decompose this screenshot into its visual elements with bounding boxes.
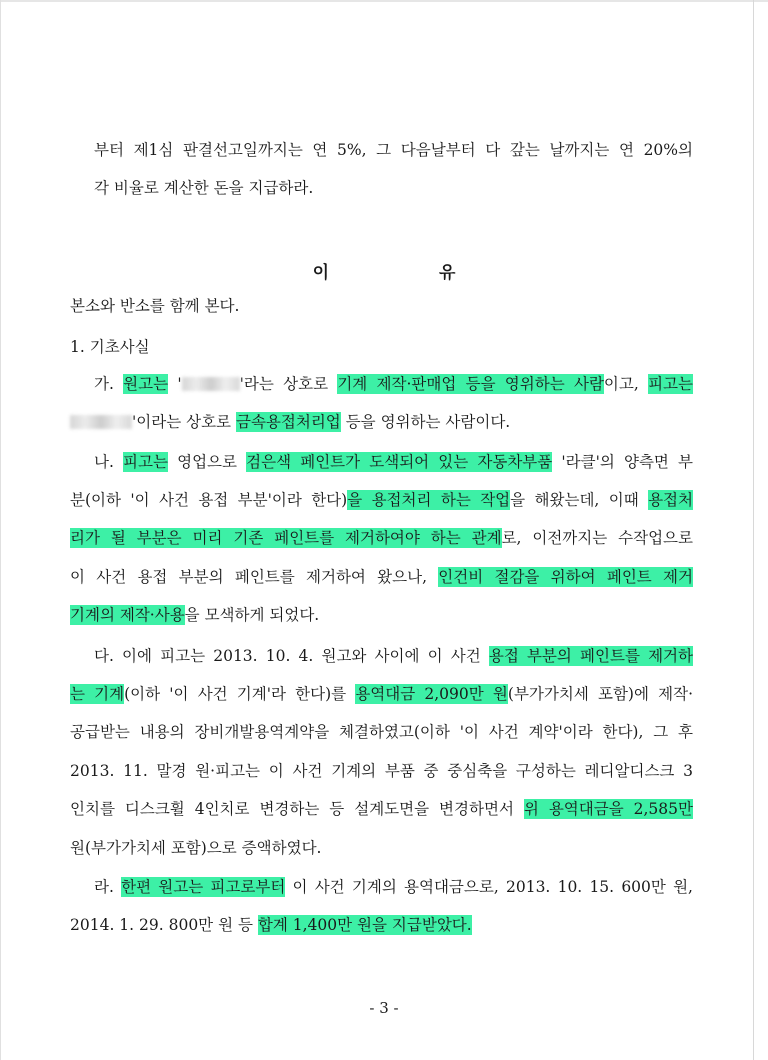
facts-heading: 1. 기초사실 xyxy=(70,338,150,356)
highlight: 용역대금 2,090만 원 xyxy=(355,685,508,703)
highlight: 는 기계 xyxy=(70,685,125,703)
na-line-3: 리가 될 부분은 미리 기존 페인트를 제거하여야 하는 관계로, 이전까지는 수작업으로 xyxy=(70,529,693,547)
da-line-1: 다. 이에 피고는 2013. 10. 4. 원고와 사이에 이 사건 용접 부분의 페인트를 제거하 xyxy=(94,647,693,665)
da-line-2: 는 기계(이하 '이 사건 기계'라 한다)를 용역대금 2,090만 원(부가가치세 포함)에 제작· xyxy=(70,685,693,703)
highlight: 을 용접처리 하는 작업 xyxy=(347,491,511,509)
highlight: 검은색 페인트가 도색되어 있는 자동차부품 xyxy=(246,453,553,471)
na-line-5: 기계의 제작·사용을 모색하게 되었다. xyxy=(70,606,320,624)
page-number: - 3 - xyxy=(369,999,399,1017)
highlight: 용접 부분의 페인트를 제거하 xyxy=(488,647,693,665)
highlight: 기계 제작·판매업 등을 영위하는 사람 xyxy=(337,375,604,393)
na-line-4: 이 사건 용접 부분의 페인트를 제거하여 왔으나, 인건비 절감을 위하여 페인트 제거 xyxy=(70,568,693,586)
intro-line-1: 부터 제1심 판결선고일까지는 연 5%, 그 다음날부터 다 갚는 날까지는 연 20%의 xyxy=(94,141,693,159)
intro-line-2: 각 비율로 계산한 돈을 지급하라. xyxy=(94,179,314,197)
redacted-name xyxy=(70,415,132,429)
na-line-2: 분(이하 '이 사건 용접 부분'이라 한다)을 용접처리 하는 작업을 해왔는데, 이때 용접처 xyxy=(70,491,693,509)
highlight: 위 용역대금을 2,585만 xyxy=(523,800,693,818)
da-line-6: 원(부가가치세 포함)으로 증액하였다. xyxy=(70,839,322,857)
ga-line-1: 가. 원고는 ' '라는 상호로 기계 제작·판매업 등을 영위하는 사람이고, 피고는 xyxy=(94,375,693,393)
ra-line-1: 라. 한편 원고는 피고로부터 이 사건 기계의 용역대금으로, 2013. 10. 15. 600만 원, xyxy=(94,878,693,896)
da-line-5: 인치를 디스크휠 4인치로 변경하는 등 설계도면을 변경하면서 위 용역대금을 2,585만 xyxy=(70,800,693,818)
na-line-1: 나. 피고는 영업으로 검은색 페인트가 도색되어 있는 자동차부품 '라클'의 양측면 부 xyxy=(94,453,694,471)
highlight: 피고는 xyxy=(123,453,168,471)
page-left-edge xyxy=(0,0,1,1060)
highlight: 기계의 제작·사용 xyxy=(70,606,185,624)
redacted-name xyxy=(182,377,240,391)
highlight: 원고는 xyxy=(123,375,169,393)
highlight: 한편 원고는 피고로부터 xyxy=(121,878,286,896)
da-line-3: 공급받는 내용의 장비개발용역계약을 체결하였고(이하 '이 사건 계약'이라 한다), 그 후 xyxy=(70,723,693,741)
da-line-4: 2013. 11. 말경 원·피고는 이 사건 기계의 부품 중 중심축을 구성하는 레디알디스크 3 xyxy=(70,762,693,780)
ra-line-2: 2014. 1. 29. 800만 원 등 합계 1,400만 원을 지급받았다. xyxy=(70,916,472,934)
highlight: 금속용접처리업 xyxy=(235,413,341,431)
highlight: 합계 1,400만 원을 지급받았다. xyxy=(257,916,472,934)
paragraph-bonso: 본소와 반소를 함께 본다. xyxy=(70,297,240,315)
ga-line-2: '이라는 상호로 금속용접처리업 등을 영위하는 사람이다. xyxy=(70,412,693,432)
page-right-edge xyxy=(753,0,754,1060)
highlight: 리가 될 부분은 미리 기존 페인트를 제거하여야 하는 관계 xyxy=(70,529,502,547)
highlight: 피고는 xyxy=(648,375,693,393)
highlight: 용접처 xyxy=(648,491,693,509)
page-top-edge xyxy=(0,0,768,2)
section-title: 이 유 xyxy=(312,263,508,283)
highlight: 인건비 절감을 위하여 페인트 제거 xyxy=(438,568,693,586)
